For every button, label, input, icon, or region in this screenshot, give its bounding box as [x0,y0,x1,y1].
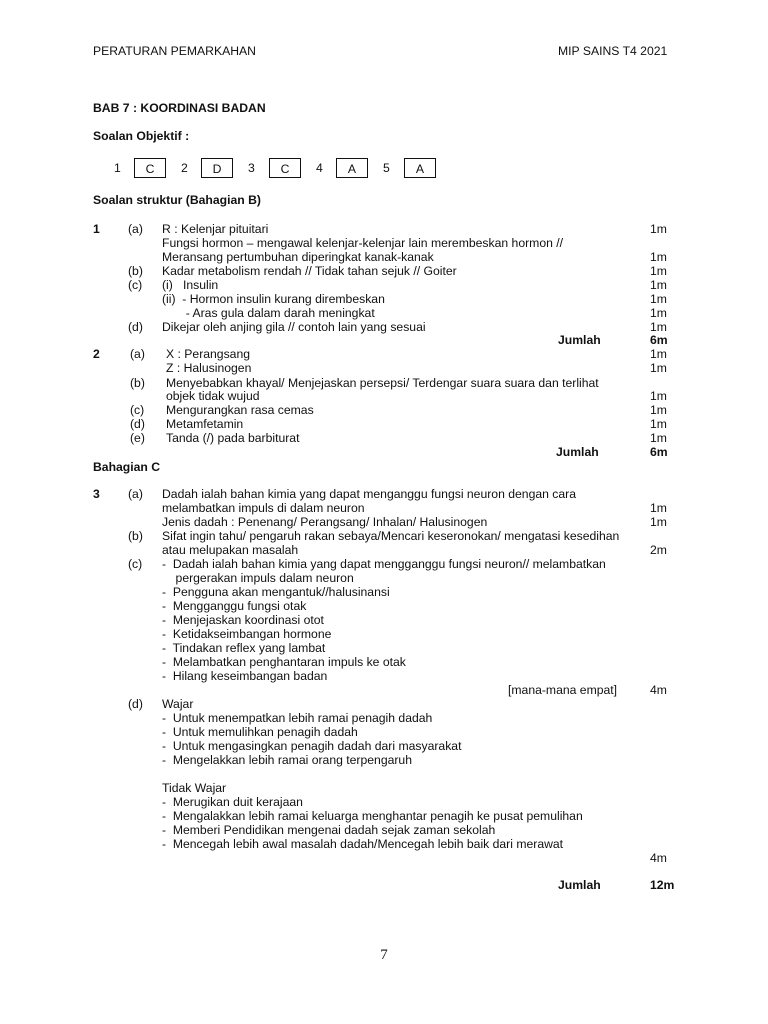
answer-line: R : Kelenjar pituitari [162,222,269,236]
part-label: (a) [128,222,143,236]
mark: 1m [650,320,667,334]
question-number: 1 [93,222,100,236]
mark: 1m [650,431,667,445]
answer-line: melambatkan impuls di dalam neuron [162,501,365,515]
total-mark: 6m [650,333,668,347]
section-c-heading: Bahagian C [93,460,161,474]
total-mark: 12m [650,878,675,892]
mark: 4m [650,683,667,697]
answer-line: - Merugikan duit kerajaan [162,795,303,809]
answer-line: Dikejar oleh anjing gila // contoh lain yang sesuai [162,320,426,334]
objective-answer-box: A [336,158,368,178]
part-label: (e) [130,431,145,445]
question-number: 3 [93,487,100,501]
answer-line: (ii) - Hormon insulin kurang dirembeskan [162,292,385,306]
question-number: 2 [93,347,100,361]
answer-line: Fungsi hormon – mengawal kelenjar-kelenjar lain merembeskan hormon // [162,236,564,250]
mark: 2m [650,543,667,557]
mark: 1m [650,250,667,264]
answer-note: [mana-mana empat] [508,683,618,697]
answer-subheading: Tidak Wajar [162,781,227,795]
mark: 1m [650,403,667,417]
mark: 1m [650,389,667,403]
mark: 1m [650,292,667,306]
mark: 1m [650,264,667,278]
answer-line: Z : Halusinogen [166,361,252,375]
part-label: (a) [130,347,145,361]
answer-line: - Untuk memulihkan penagih dadah [162,725,358,739]
objective-heading: Soalan Objektif : [93,129,190,143]
answer-line: Kadar metabolism rendah // Tidak tahan sejuk // Goiter [162,264,457,278]
part-label: (c) [128,557,143,571]
objective-answer-box: D [201,158,233,178]
objective-number: 3 [248,161,255,175]
part-label: (b) [128,264,143,278]
answer-line: Menyebabkan khayal/ Menjejaskan persepsi/ Terdengar suara suara dan terlihat [166,376,599,390]
answer-line: Metamfetamin [166,417,244,431]
answer-line: Jenis dadah : Penenang/ Perangsang/ Inhalan/ Halusinogen [162,515,488,529]
total-mark: 6m [650,445,668,459]
answer-line: - Ketidakseimbangan hormone [162,627,332,641]
page-number: 7 [380,947,388,963]
answer-line: - Mencegah lebih awal masalah dadah/Mencegah lebih baik dari merawat [162,837,564,851]
part-label: (c) [130,403,145,417]
answer-line: - Mengganggu fungsi otak [162,599,307,613]
objective-answer-box: C [269,158,301,178]
header-left: PERATURAN PEMARKAHAN [93,44,256,58]
part-label: (d) [128,320,143,334]
part-label: (d) [130,417,145,431]
answer-line: atau melupakan masalah [162,543,299,557]
answer-line: objek tidak wujud [166,389,260,403]
answer-subheading: Wajar [162,697,194,711]
answer-line: (i) Insulin [162,278,219,292]
answer-line: - Aras gula dalam darah meningkat [162,306,375,320]
answer-line: Dadah ialah bahan kimia yang dapat menganggu fungsi neuron dengan cara [162,487,577,501]
mark: 4m [650,851,667,865]
answer-line: - Untuk mengasingkan penagih dadah dari masyarakat [162,739,462,753]
part-label: (a) [128,487,143,501]
chapter-title: BAB 7 : KOORDINASI BADAN [93,101,266,115]
answer-line: Tanda (/) pada barbiturat [166,431,300,445]
answer-line: - Memberi Pendidikan mengenai dadah sejak zaman sekolah [162,823,496,837]
objective-number: 1 [114,161,121,175]
mark: 1m [650,306,667,320]
mark: 1m [650,361,667,375]
answer-line: X : Perangsang [166,347,251,361]
objective-number: 4 [316,161,323,175]
answer-line: - Mengelakkan lebih ramai orang terpengaruh [162,753,412,767]
answer-line: - Melambatkan penghantaran impuls ke otak [162,655,406,669]
answer-line: - Hilang keseimbangan badan [162,669,328,683]
answer-line: - Tindakan reflex yang lambat [162,641,326,655]
answer-line: - Pengguna akan mengantuk//halusinansi [162,585,390,599]
total-label: Jumlah [558,878,601,892]
header-right: MIP SAINS T4 2021 [558,44,668,58]
part-label: (b) [130,376,145,390]
mark: 1m [650,501,667,515]
answer-line: - Dadah ialah bahan kimia yang dapat mengganggu fungsi neuron// melambatkan [162,557,606,571]
part-label: (d) [128,697,143,711]
objective-answer-box: A [404,158,436,178]
total-label: Jumlah [558,333,601,347]
part-label: (b) [128,529,143,543]
mark: 1m [650,417,667,431]
answer-line: Meransang pertumbuhan diperingkat kanak-kanak [162,250,434,264]
answer-line: - Mengalakkan lebih ramai keluarga menghantar penagih ke pusat pemulihan [162,809,583,823]
mark: 1m [650,278,667,292]
answer-line: - Menjejaskan koordinasi otot [162,613,324,627]
mark: 1m [650,347,667,361]
objective-answer-box: C [134,158,166,178]
answer-line: Mengurangkan rasa cemas [166,403,314,417]
section-b-heading: Soalan struktur (Bahagian B) [93,193,261,207]
mark: 1m [650,515,667,529]
answer-line: pergerakan impuls dalam neuron [162,571,354,585]
objective-number: 2 [181,161,188,175]
mark: 1m [650,222,667,236]
objective-number: 5 [383,161,390,175]
total-label: Jumlah [556,445,599,459]
answer-line: Sifat ingin tahu/ pengaruh rakan sebaya/Mencari keseronokan/ mengatasi kesedihan [162,529,620,543]
answer-line: - Untuk menempatkan lebih ramai penagih dadah [162,711,433,725]
part-label: (c) [128,278,143,292]
